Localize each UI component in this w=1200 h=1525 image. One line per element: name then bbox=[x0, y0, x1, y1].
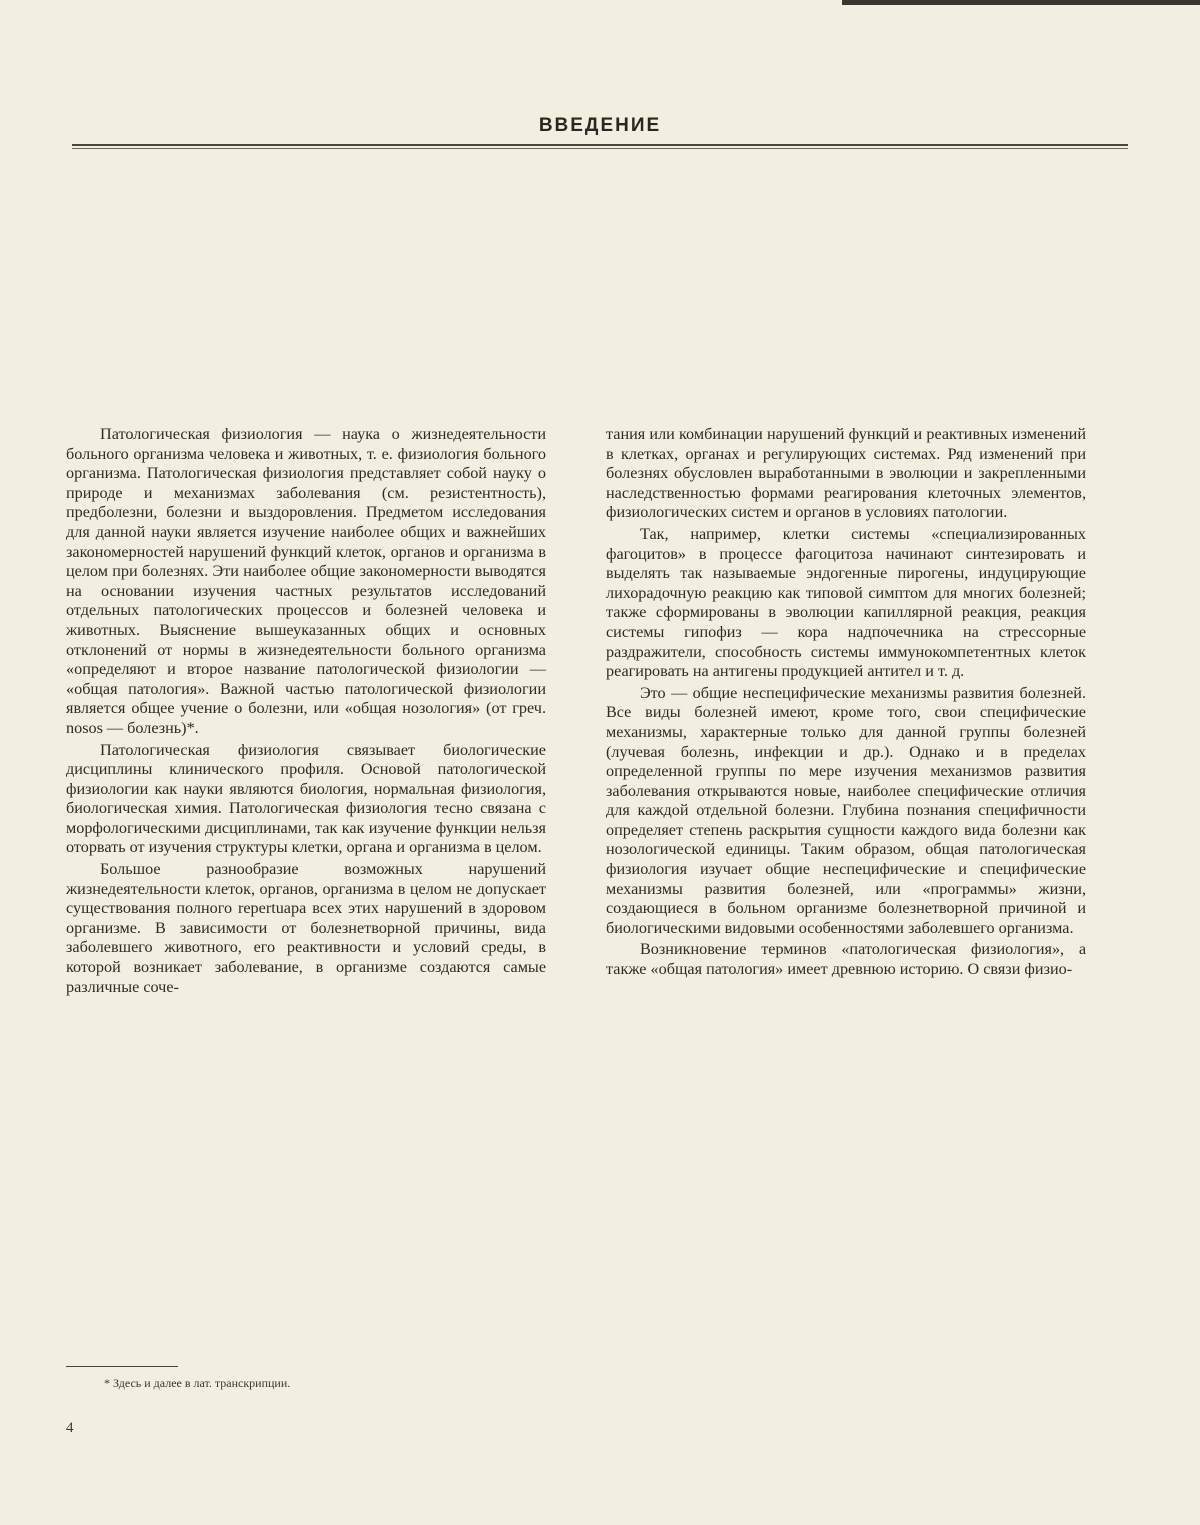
page-edge-shadow bbox=[842, 0, 1200, 5]
paragraph: Возникновение терминов «патологическая физиология», а также «общая патология» имеет древнюю историю. О связи физио- bbox=[606, 940, 1086, 979]
left-column bbox=[66, 425, 546, 999]
chapter-title: ВВЕДЕНИЕ bbox=[538, 115, 662, 136]
paragraph: тания или комбинации нарушений функций и реактивных изменений в клетках, органах и регулирующих системах. Ряд изменений при болезнях обусловлен выработанными в эволюции и закрепленными наследственностью формами реагирования клеточных элементов, физиологических систем и органов в условиях патологии. bbox=[606, 425, 1086, 522]
paragraph: Это — общие неспецифические механизмы развития болезней. Все виды болезней имеют, кроме того, свои специфические механизмы, характерные только для данной группы болезней (лучевая болезнь, инфекции и др.). Однако и в пределах определенной группы по мере изучения механизмов развития заболевания открываются новые, наиболее специфические отличия для каждой отдельной болезни. Глубина познания специфичности определяет степень раскрытия сущности каждого вида болезни как нозологической единицы. Таким образом, общая патологическая физиология изучает общие неспецифические и специфические механизмы развития болезней, или «программы» жизни, создающиеся в больном организме болезнетворной причиной и биологическими видовыми особенностями заболевшего организма. bbox=[606, 683, 1086, 937]
paragraph: Большое разнообразие возможных нарушений жизнедеятельности клеток, органов, организма в целом не допускает существования полного repertuара всех этих нарушений в здоровом организме. В зависимости от болезнетворной причины, вида заболевшего животного, его реактивности и условий среды, в которой возникает заболевание, в организме создаются самые различные соче- bbox=[66, 860, 546, 996]
paragraph: Патологическая физиология связывает биологические дисциплины клинического профиля. Основой патологической физиологии как науки являются биология, нормальная физиология, биологическая химия. Патологическая физиология тесно связана с морфологическими дисциплинами, так как изучение функции нельзя оторвать от изучения структуры клетки, органа и организма в целом. bbox=[66, 740, 546, 857]
footnote-rule bbox=[66, 1366, 178, 1367]
right-column bbox=[606, 425, 1086, 982]
title-rule-thin bbox=[72, 148, 1128, 149]
paragraph: Так, например, клетки системы «специализированных фагоцитов» в процессе фагоцитоза начинают синтезировать и выделять так называемые эндогенные пирогены, индуцирующие лихорадочную реакцию как типовой симптом для многих болезней; также сформированы в эволюции капиллярной реакция, реакция системы гипофиз — кора надпочечника на стрессорные раздражители, способность системы иммунокомпетентных клеток реагировать на антигены продукцией антител и т. д. bbox=[606, 524, 1086, 681]
title-rule bbox=[72, 144, 1128, 146]
footnote: * Здесь и далее в лат. транскрипции. bbox=[104, 1376, 291, 1390]
paragraph: Патологическая физиология — наука о жизнедеятельности больного организма человека и животных, т. е. физиология больного организма. Патологическая физиология представляет собой науку о природе и механизмах заболевания (см. резистентность), предболезни, болезни и выздоровления. Предметом исследования для данной науки является изучение наиболее общих и важнейших закономерностей нарушений функций клеток, органов и организма в целом при болезнях. Эти наиболее общие закономерности выводятся на основании изучения частных результатов исследований отдельных патологических процессов и болезней человека и животных. Выяснение вышеуказанных общих и основных отклонений от нормы в жизнедеятельности больного организма «определяют и второе название патологической физиологии — «общая патология». Важной частью патологической физиологии является общее учение о болезни, или «общая нозология» (от греч. nosos — болезнь)*. bbox=[66, 425, 546, 737]
page-number: 4 bbox=[66, 1420, 74, 1436]
